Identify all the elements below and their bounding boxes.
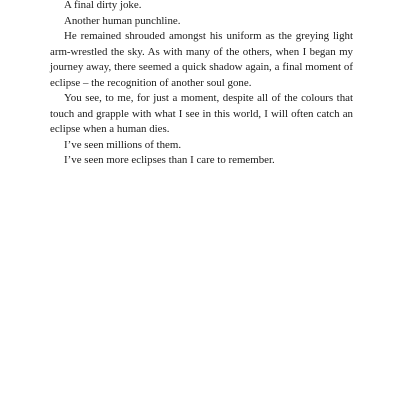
paragraph-4: You see, to me, for just a moment, despite all of the colours that touch and grapple with what I see in this world, I will often catch an eclipse when a human dies. — [50, 92, 353, 135]
paragraph-3: He remained shrouded amongst his uniform as the greying light arm-wrestled the sky. As with many of the others, when I began my journey away, there seemed a quick shadow again, a final moment of eclipse – the recognition of another soul gone. — [50, 30, 353, 89]
body-text — [50, 0, 353, 169]
paragraph-1: A final dirty joke. — [64, 0, 142, 11]
paragraph-2: Another human punchline. — [64, 14, 181, 27]
paragraph-6: I’ve seen more eclipses than I care to remember. — [64, 154, 275, 166]
paragraph-5: I’ve seen millions of them. — [64, 138, 182, 151]
